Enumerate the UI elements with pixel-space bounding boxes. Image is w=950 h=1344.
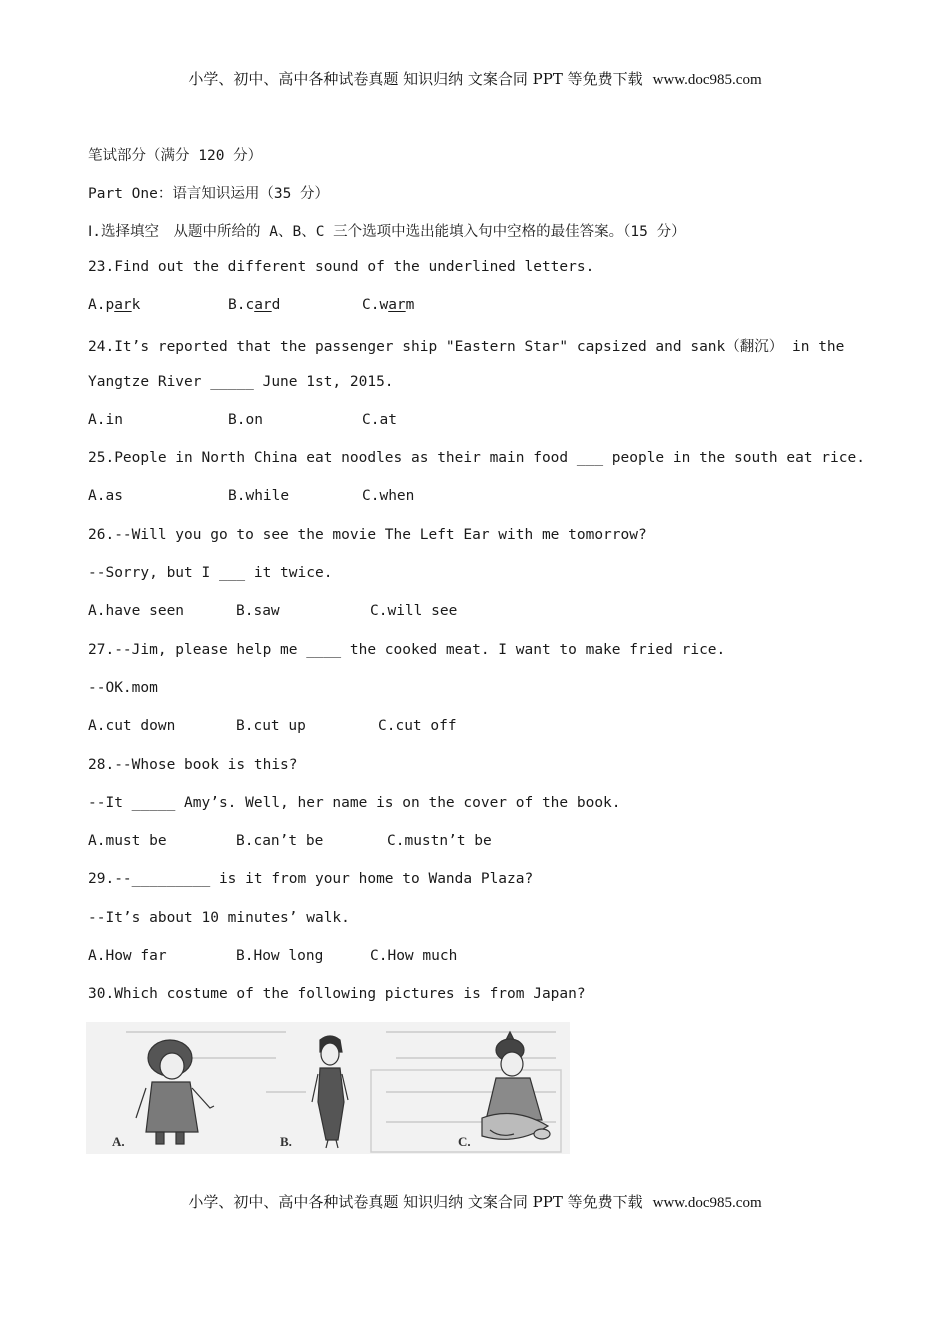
option-a: A.cut down — [88, 718, 176, 734]
option-b: B.can’t be — [236, 833, 324, 849]
option-b: B.saw — [236, 603, 280, 619]
question-25-stem: 25.People in North China eat noodles as their main food ___ people in the south eat rice. — [88, 450, 865, 466]
question-26-line2: --Sorry, but I ___ it twice. — [88, 565, 333, 581]
page-header — [0, 68, 950, 89]
option-a: A.in — [88, 412, 123, 428]
option-b: B.How long — [236, 948, 324, 964]
question-30-stem: 30.Which costume of the following pictures is from Japan? — [88, 986, 586, 1002]
figure-c — [482, 1032, 550, 1139]
option-c: C.How much — [370, 948, 458, 964]
option-b: B.cut up — [236, 718, 306, 734]
instruction: Ⅰ.选择填空 从题中所给的 A、B、C 三个选项中选出能填入句中空格的最佳答案。（15 分） — [88, 224, 686, 240]
question-28-line2: --It _____ Amy’s. Well, her name is on the cover of the book. — [88, 795, 621, 811]
option-c: C.when — [362, 488, 415, 504]
question-23-stem: 23.Find out the different sound of the underlined letters. — [88, 259, 595, 275]
option-a: A.park — [88, 297, 141, 313]
figure-a — [136, 1040, 214, 1144]
picture-label-b: B. — [280, 1134, 292, 1149]
option-c: C.mustn’t be — [387, 833, 492, 849]
option-c: C.warm — [362, 297, 415, 313]
picture-label-a: A. — [112, 1134, 125, 1149]
part-title: Part One：语言知识运用（35 分） — [88, 186, 330, 202]
option-c: C.cut off — [378, 718, 457, 734]
question-29-line1: 29.--_________ is it from your home to Wanda Plaza? — [88, 871, 534, 887]
page-footer — [0, 1191, 950, 1212]
option-c: C.at — [362, 412, 397, 428]
option-b: B.card — [228, 297, 281, 313]
footer-url[interactable]: www.doc985.com — [652, 1195, 762, 1211]
option-b: B.while — [228, 488, 290, 504]
question-28-line1: 28.--Whose book is this? — [88, 757, 298, 773]
question-26-line1: 26.--Will you go to see the movie The Left Ear with me tomorrow? — [88, 527, 647, 543]
question-24-line2: Yangtze River _____ June 1st, 2015. — [88, 374, 394, 390]
header-text: 小学、初中、高中各种试卷真题 知识归纳 文案合同 PPT 等免费下载 — [188, 70, 643, 88]
option-a: A.must be — [88, 833, 167, 849]
costume-pictures — [86, 1022, 570, 1154]
figure-b — [312, 1036, 348, 1148]
header-url[interactable]: www.doc985.com — [652, 72, 762, 88]
option-b: B.on — [228, 412, 263, 428]
section-title: 笔试部分（满分 120 分） — [88, 148, 263, 164]
option-a: A.as — [88, 488, 123, 504]
question-27-line2: --OK.mom — [88, 680, 158, 696]
option-a: A.How far — [88, 948, 167, 964]
option-a: A.have seen — [88, 603, 185, 619]
question-24-line1: 24.It’s reported that the passenger ship "Eastern Star" capsized and sank（翻沉） in the — [88, 339, 845, 355]
footer-text: 小学、初中、高中各种试卷真题 知识归纳 文案合同 PPT 等免费下载 — [188, 1193, 643, 1211]
picture-label-c: C. — [458, 1134, 471, 1149]
option-c: C.will see — [370, 603, 458, 619]
question-29-line2: --It’s about 10 minutes’ walk. — [88, 910, 350, 926]
costume-illustration — [86, 1022, 570, 1154]
question-27-line1: 27.--Jim, please help me ____ the cooked meat. I want to make fried rice. — [88, 642, 726, 658]
